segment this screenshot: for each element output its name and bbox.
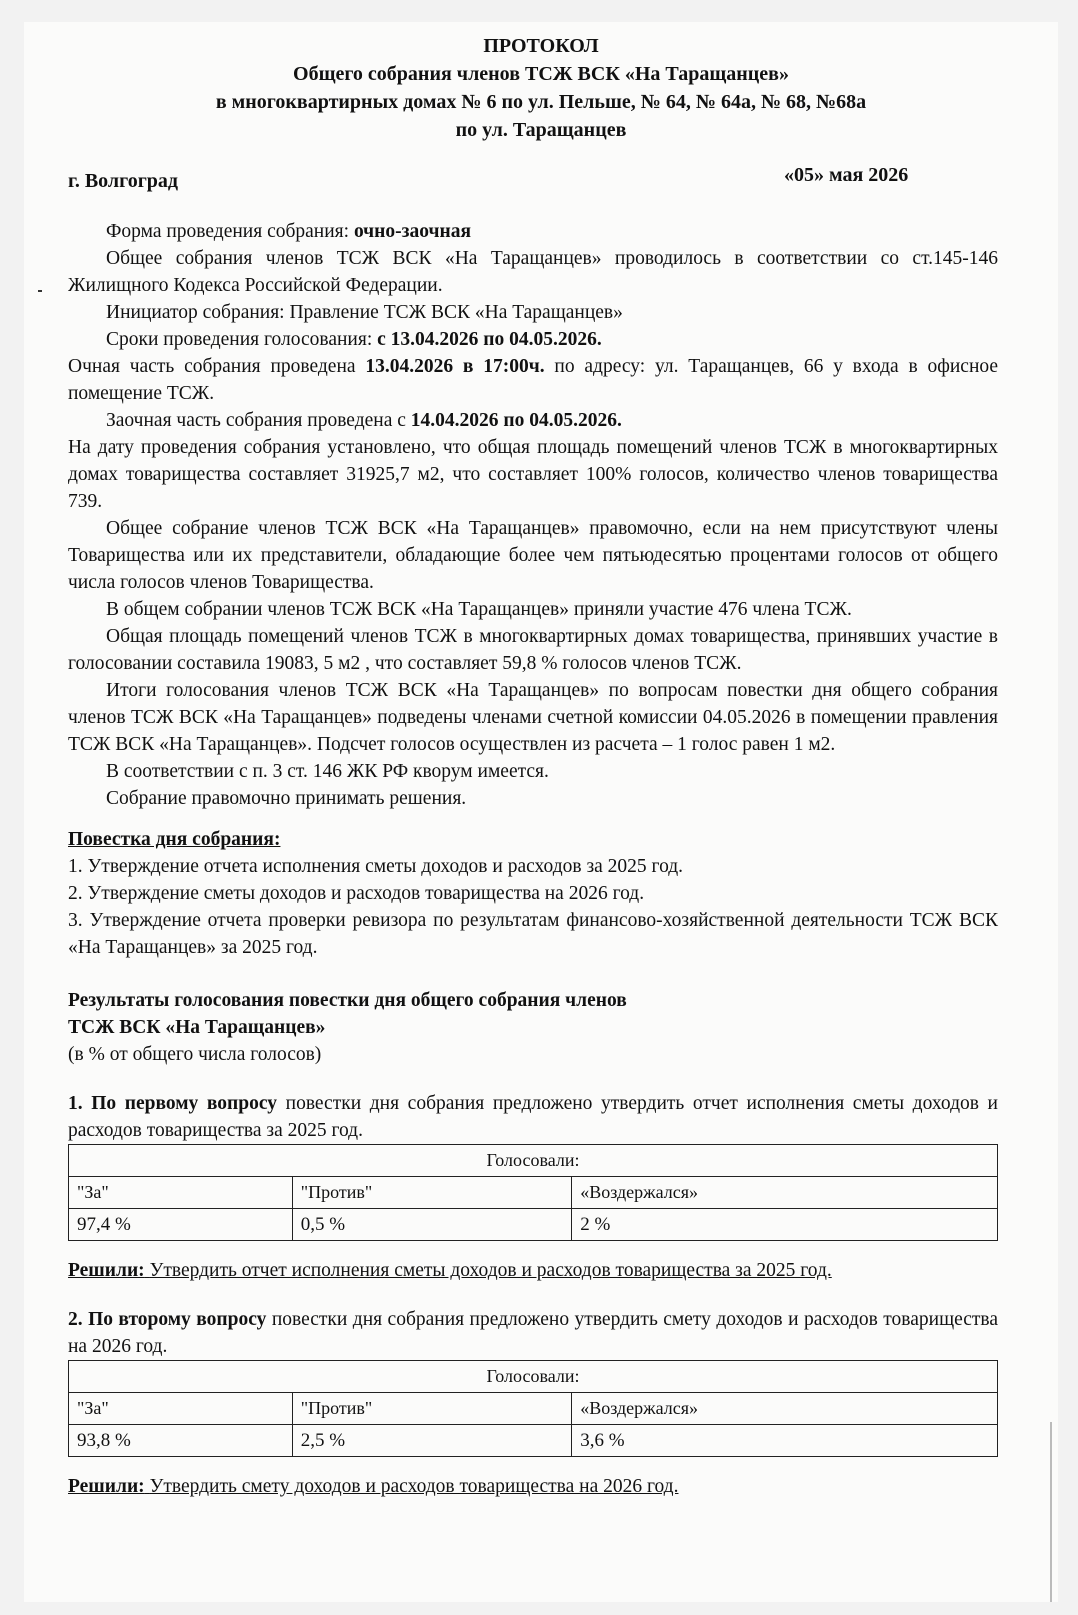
question-1-text: 1. По первому вопросу повестки дня собрания предложено утвердить отчет исполнения сметы доходов и расходов товарищества за 2025 год. [68, 1093, 998, 1141]
col-for: "За" [69, 1393, 293, 1425]
document-header [24, 32, 1058, 144]
paragraph-legal-basis: Общее собрания членов ТСЖ ВСК «На Таращанцев» проводилось в соответствии со ст.145-146 Жилищного Кодекса Российской Федерации. [68, 248, 998, 296]
question-1-vote-table [68, 1144, 998, 1241]
protocol-title: ПРОТОКОЛ [483, 35, 599, 57]
paragraph-absentee-part: Заочная часть собрания проведена с 14.04.2026 по 04.05.2026. [106, 410, 622, 431]
results-subtitle: (в % от общего числа голосов) [68, 1044, 322, 1065]
paragraph-quorum-rule: Общее собрание членов ТСЖ ВСК «На Таращанцев» правомочно, если на нем присутствуют члены Товарищества или их представители, обладающие более чем пятьюдесятью процентами голосов от общего числа голосов членов Товарищества. [68, 518, 998, 593]
agenda-item: 1. Утверждение отчета исполнения сметы доходов и расходов за 2025 год. [68, 856, 684, 877]
col-abstain: «Воздержался» [572, 1393, 998, 1425]
value-for: 97,4 % [69, 1209, 293, 1241]
col-against: "Против" [292, 1393, 571, 1425]
question-1-decision: Решили: Утвердить отчет исполнения сметы доходов и расходов товарищества за 2025 год. [68, 1260, 832, 1281]
question-2-vote-table [68, 1360, 998, 1457]
paragraph-participants: В общем собрании членов ТСЖ ВСК «На Таращанцев» приняли участие 476 члена ТСЖ. [106, 599, 852, 620]
col-abstain: «Воздержался» [572, 1177, 998, 1209]
paragraph-quorum-present: В соответствии с п. 3 ст. 146 ЖК РФ кворум имеется. [106, 761, 549, 782]
header-line-3: в многоквартирных домах № 6 по ул. Пельше, № 64, № 64а, № 68, №68а [215, 91, 867, 113]
voted-header: Голосовали: [69, 1361, 998, 1393]
scan-mark [38, 290, 42, 292]
paragraph-initiator: Инициатор собрания: Правление ТСЖ ВСК «На Таращанцев» [106, 302, 623, 323]
results-title-org: ТСЖ ВСК «На Таращанцев» [68, 1017, 326, 1038]
value-against: 0,5 % [292, 1209, 571, 1241]
agenda-item: 2. Утверждение сметы доходов и расходов товарищества на 2026 год. [68, 883, 645, 904]
voted-header: Голосовали: [69, 1145, 998, 1177]
paragraph-participant-area: Общая площадь помещений членов ТСЖ в многоквартирных домах товарищества, принявших участие в голосовании составила 19083, 5 м2 , что составляет 59,8 % голосов членов ТСЖ. [68, 626, 998, 674]
document-page [24, 22, 1058, 1602]
header-line-4: по ул. Таращанцев [455, 119, 627, 141]
value-abstain: 3,6 % [572, 1425, 998, 1457]
scan-edge-shadow [1050, 1422, 1052, 1602]
paragraph-in-person-part: Очная часть собрания проведена 13.04.2026 в 17:00ч. по адресу: ул. Таращанцев, 66 у входа в офисное помещение ТСЖ. [68, 356, 999, 404]
question-2-text: 2. По второму вопросу повестки дня собрания предложено утвердить смету доходов и расходов товарищества на 2026 год. [68, 1309, 999, 1357]
document-body [68, 218, 998, 1500]
question-2-decision: Решили: Утвердить смету доходов и расходов товарищества на 2026 год. [68, 1476, 679, 1497]
paragraph-vote-count: Итоги голосования членов ТСЖ ВСК «На Таращанцев» по вопросам повестки дня общего собрания членов ТСЖ ВСК «На Таращанцев» подведены членами счетной комиссии 04.05.2026 в помещении правления ТСЖ ВСК «На Таращанцев». Подсчет голосов осуществлен из расчета – 1 голос равен 1 м2. [68, 680, 998, 755]
meeting-form: Форма проведения собрания: очно-заочная [106, 221, 472, 242]
col-for: "За" [69, 1177, 293, 1209]
paragraph-competent: Собрание правомочно принимать решения. [106, 788, 467, 809]
document-date: «05» мая 2026 [784, 164, 909, 186]
col-against: "Против" [292, 1177, 571, 1209]
results-title: Результаты голосования повестки дня общего собрания членов [68, 990, 627, 1011]
agenda-item: 3. Утверждение отчета проверки ревизора по результатам финансово-хозяйственной деятельности ТСЖ ВСК «На Таращанцев» за 2025 год. [68, 910, 998, 958]
paragraph-voting-period: Сроки проведения голосования: с 13.04.2026 по 04.05.2026. [106, 329, 602, 350]
value-against: 2,5 % [292, 1425, 571, 1457]
value-abstain: 2 % [572, 1209, 998, 1241]
city: г. Волгоград [68, 170, 179, 192]
paragraph-total-area: На дату проведения собрания установлено, что общая площадь помещений членов ТСЖ в многоквартирных домах товарищества составляет 31925,7 м2, что составляет 100% голосов, количество членов товарищества 739. [68, 437, 998, 512]
header-line-2: Общего собрания членов ТСЖ ВСК «На Таращанцев» [293, 63, 789, 85]
agenda-title: Повестка дня собрания: [68, 829, 281, 850]
value-for: 93,8 % [69, 1425, 293, 1457]
